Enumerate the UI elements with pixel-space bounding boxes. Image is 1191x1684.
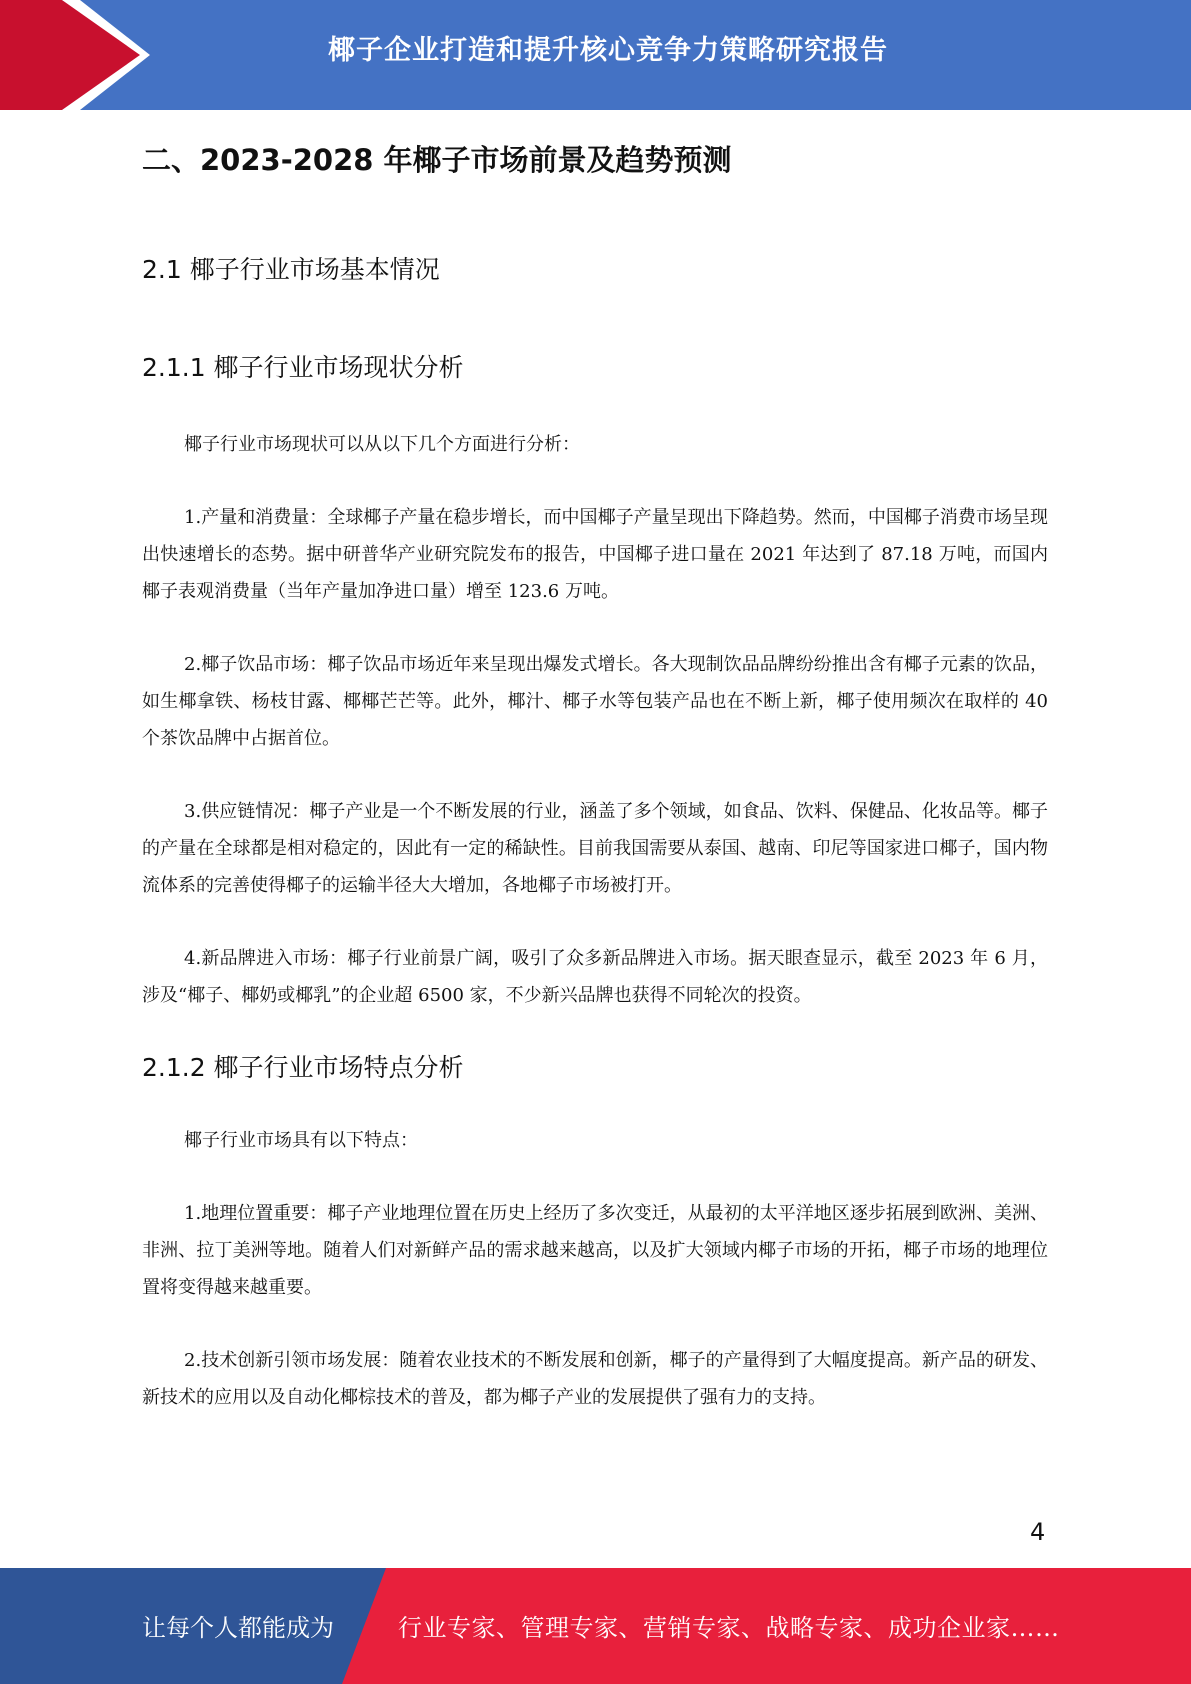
paragraph-production-consumption: 1.产量和消费量：全球椰子产量在稳步增长，而中国椰子产量呈现出下降趋势。然而，中国椰子消费市场呈现出快速增长的态势。据中研普华产业研究院发布的报告，中国椰子进口量在 2021 年达到了 87.18 万吨，而国内椰子表观消费量（当年产量加净进口量）增至 123.6 万吨。 [142, 507, 1048, 602]
header-title: 椰子企业打造和提升核心竞争力策略研究报告 [328, 35, 888, 66]
footer-slogan-right: 行业专家、管理专家、营销专家、战略专家、成功企业家…… [398, 1614, 1060, 1642]
paragraph-technology-innovation: 2.技术创新引领市场发展：随着农业技术的不断发展和创新，椰子的产量得到了大幅度提高。新产品的研发、新技术的应用以及自动化椰棕技术的普及，都为椰子产业的发展提供了强有力的支持。 [142, 1350, 1048, 1408]
chapter-heading: 二、2023-2028 年椰子市场前景及趋势预测 [142, 143, 732, 177]
page-number: 4 [1030, 1518, 1046, 1546]
section-heading: 2.1 椰子行业市场基本情况 [142, 255, 440, 284]
paragraph-new-brands: 4.新品牌进入市场：椰子行业前景广阔，吸引了众多新品牌进入市场。据天眼查显示，截至 2023 年 6 月，涉及“椰子、椰奶或椰乳”的企业超 6500 家，不少新兴品牌也获得不同轮次的投资。 [142, 948, 1048, 1006]
paragraph-supply-chain: 3.供应链情况：椰子产业是一个不断发展的行业，涵盖了多个领域，如食品、饮料、保健品、化妆品等。椰子的产量在全球都是相对稳定的，因此有一定的稀缺性。目前我国需要从泰国、越南、印尼等国家进口椰子，国内物流体系的完善使得椰子的运输半径大大增加，各地椰子市场被打开。 [142, 801, 1048, 896]
subsection-heading-current-status: 2.1.1 椰子行业市场现状分析 [142, 353, 464, 382]
page-footer [0, 1568, 1191, 1684]
page-header [0, 0, 1191, 110]
footer-slogan-left: 让每个人都能成为 [142, 1614, 334, 1642]
document-body [142, 140, 1048, 1452]
subsection-heading-characteristics: 2.1.2 椰子行业市场特点分析 [142, 1053, 464, 1082]
paragraph-intro-characteristics: 椰子行业市场具有以下特点： [184, 1130, 418, 1151]
paragraph-beverage-market: 2.椰子饮品市场：椰子饮品市场近年来呈现出爆发式增长。各大现制饮品品牌纷纷推出含有椰子元素的饮品，如生椰拿铁、杨枝甘露、椰椰芒芒等。此外，椰汁、椰子水等包装产品也在不断上新，椰子使用频次在取样的 40 个茶饮品牌中占据首位。 [142, 654, 1048, 749]
paragraph-geographic-location: 1.地理位置重要：椰子产业地理位置在历史上经历了多次变迁，从最初的太平洋地区逐步拓展到欧洲、美洲、非洲、拉丁美洲等地。随着人们对新鲜产品的需求越来越高，以及扩大领域内椰子市场的开拓，椰子市场的地理位置将变得越来越重要。 [142, 1203, 1048, 1298]
paragraph-intro-status: 椰子行业市场现状可以从以下几个方面进行分析： [184, 434, 580, 455]
